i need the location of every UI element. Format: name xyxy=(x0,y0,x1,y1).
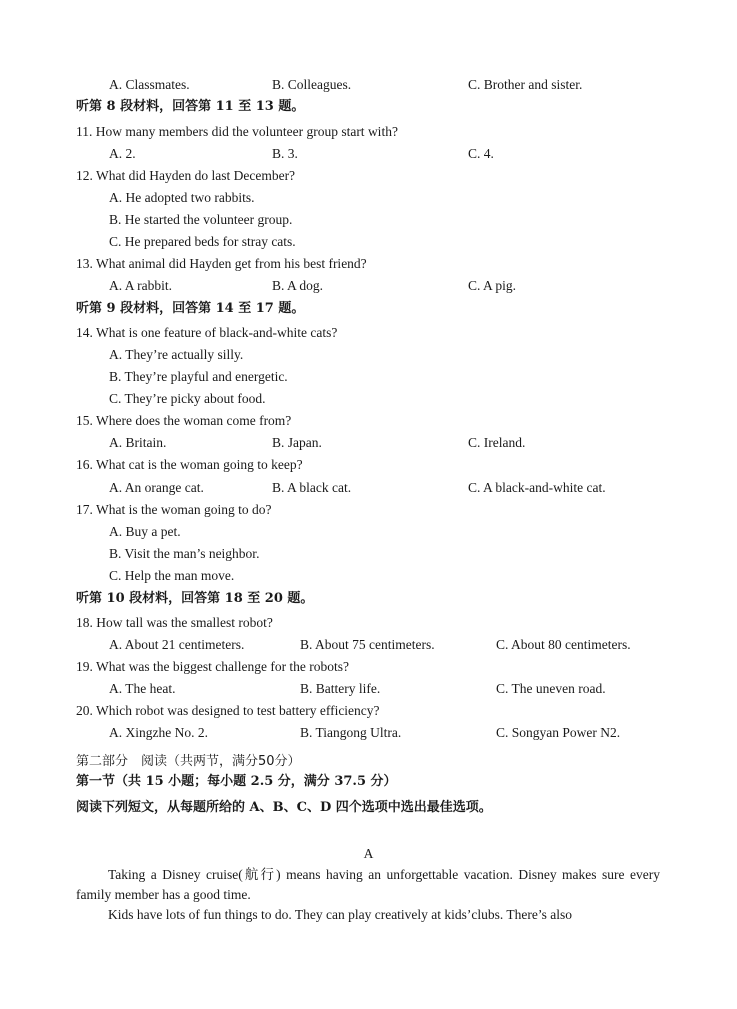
section-9-heading: 听第 9 段材料，回答第 14 至 17 题。 xyxy=(76,301,305,316)
q18-option-a: A. About 21 centimeters. xyxy=(109,637,245,652)
section-8-heading: 听第 8 段材料，回答第 11 至 13 题。 xyxy=(76,99,305,114)
q16-option-b: B. A black cat. xyxy=(272,480,352,495)
q14-option-a: A. They’re actually silly. xyxy=(109,347,244,362)
q19-option-c: C. The uneven road. xyxy=(496,681,606,696)
q15-option-a: A. Britain. xyxy=(109,435,167,450)
passage-paragraph-2: Kids have lots of fun things to do. They can play creatively at kids’clubs. There’s also xyxy=(108,907,573,922)
q17-option-c: C. Help the man move. xyxy=(109,568,235,583)
q11-text: 11. How many members did the volunteer group start with? xyxy=(76,124,398,139)
q16-option-c: C. A black-and-white cat. xyxy=(468,480,606,495)
q10-option-c: C. Brother and sister. xyxy=(468,77,583,92)
q13-option-c: C. A pig. xyxy=(468,278,517,293)
q13-option-a: A. A rabbit. xyxy=(109,278,172,293)
q17-text: 17. What is the woman going to do? xyxy=(76,502,272,517)
q10-option-a: A. Classmates. xyxy=(109,77,190,92)
reading-instructions: 阅读下列短文，从每题所给的 A、B、C、D 四个选项中选出最佳选项。 xyxy=(76,800,492,815)
q11-option-c: C. 4. xyxy=(468,146,494,161)
q18-option-c: C. About 80 centimeters. xyxy=(496,637,631,652)
q15-option-c: C. Ireland. xyxy=(468,435,526,450)
q12-option-b: B. He started the volunteer group. xyxy=(109,212,293,227)
q16-text: 16. What cat is the woman going to keep? xyxy=(76,457,303,472)
q18-option-b: B. About 75 centimeters. xyxy=(300,637,435,652)
q18-text: 18. How tall was the smallest robot? xyxy=(76,615,273,630)
q20-option-b: B. Tiangong Ultra. xyxy=(300,725,402,740)
q13-text: 13. What animal did Hayden get from his best friend? xyxy=(76,256,367,271)
passage-label: A xyxy=(363,846,374,861)
q10-option-b: B. Colleagues. xyxy=(272,77,352,92)
q12-option-c: C. He prepared beds for stray cats. xyxy=(109,234,296,249)
q19-option-b: B. Battery life. xyxy=(300,681,381,696)
q14-text: 14. What is one feature of black-and-white cats? xyxy=(76,325,338,340)
q12-option-a: A. He adopted two rabbits. xyxy=(109,190,255,205)
q11-option-a: A. 2. xyxy=(109,146,136,161)
q15-text: 15. Where does the woman come from? xyxy=(76,413,292,428)
q13-option-b: B. A dog. xyxy=(272,278,324,293)
q14-option-b: B. They’re playful and energetic. xyxy=(109,369,288,384)
passage-paragraph-1: Taking a Disney cruise(航行) means having an unforgettable vacation. Disney makes sure every family member has a good time. xyxy=(76,867,660,902)
q19-option-a: A. The heat. xyxy=(109,681,176,696)
q15-option-b: B. Japan. xyxy=(272,435,322,450)
q12-text: 12. What did Hayden do last December? xyxy=(76,168,296,183)
section-10-heading: 听第 10 段材料，回答第 18 至 20 题。 xyxy=(76,591,314,606)
q20-option-c: C. Songyan Power N2. xyxy=(496,725,621,740)
q20-text: 20. Which robot was designed to test battery efficiency? xyxy=(76,703,380,718)
q14-option-c: C. They’re picky about food. xyxy=(109,391,266,406)
q11-option-b: B. 3. xyxy=(272,146,298,161)
q17-option-b: B. Visit the man’s neighbor. xyxy=(109,546,260,561)
part-2-section-1-heading: 第一节（共 15 小题；每小题 2.5 分，满分 37.5 分） xyxy=(76,774,397,789)
q20-option-a: A. Xingzhe No. 2. xyxy=(109,725,208,740)
q19-text: 19. What was the biggest challenge for the robots? xyxy=(76,659,350,674)
q16-option-a: A. An orange cat. xyxy=(109,480,204,495)
q17-option-a: A. Buy a pet. xyxy=(109,524,181,539)
part-2-heading: 第二部分 阅读（共两节，满分50分） xyxy=(76,754,301,769)
